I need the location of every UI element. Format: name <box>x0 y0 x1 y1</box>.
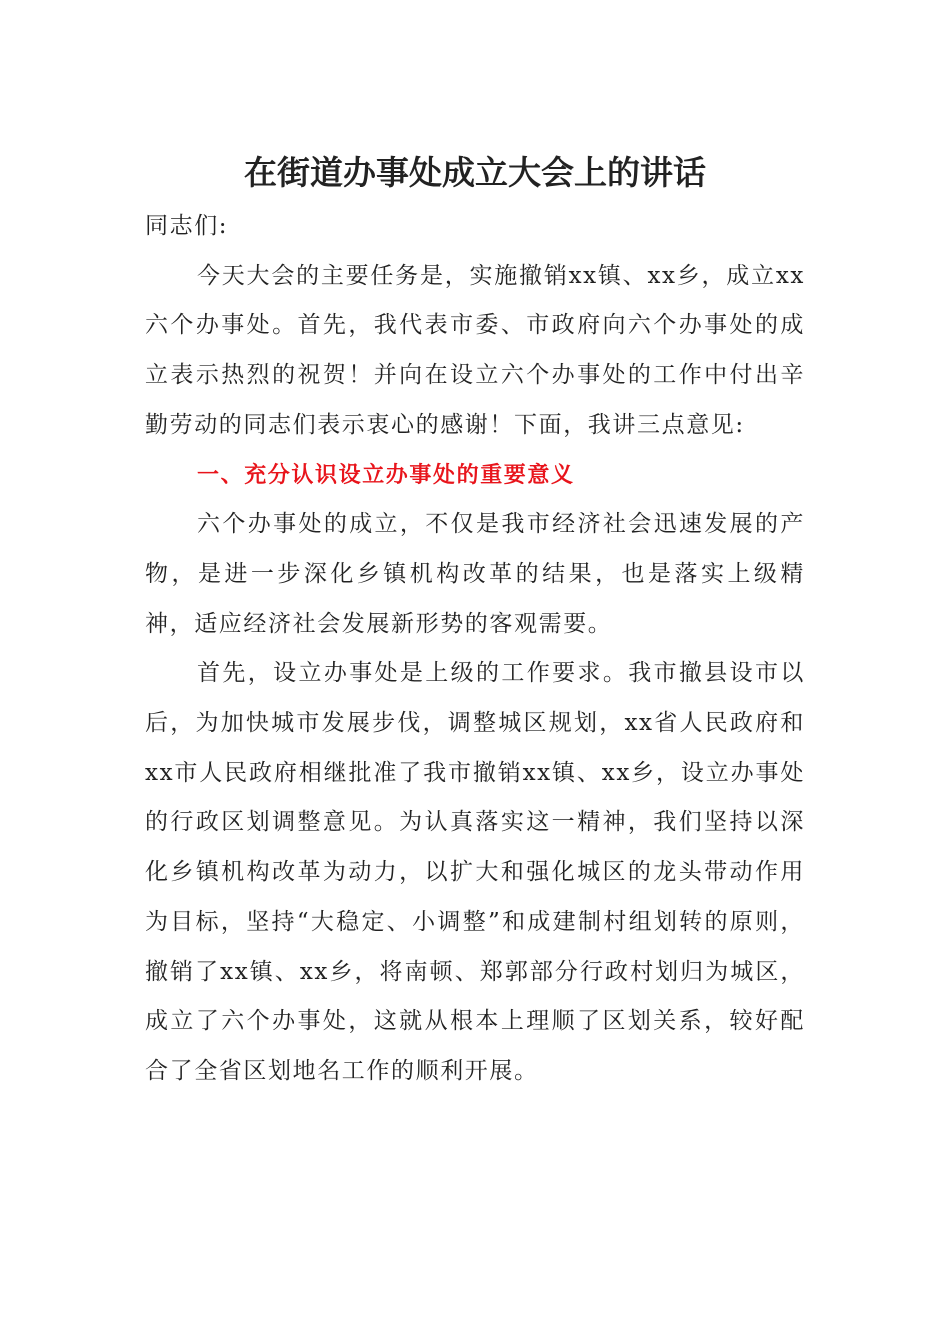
paragraph-requirement: 首先，设立办事处是上级的工作要求。我市撤县设市以后，为加快城市发展步伐，调整城区规划，xx省人民政府和xx市人民政府相继批准了我市撤销xx镇、xx乡，设立办事处的行政区划调整意见。为认真落实这一精神，我们坚持以深化乡镇机构改革为动力，以扩大和强化城区的龙头带动作用为目标，坚持“大稳定、小调整”和成建制村组划转的原则，撤销了xx镇、xx乡，将南顿、郑郭部分行政村划归为城区，成立了六个办事处，这就从根本上理顺了区划关系，较好配合了全省区划地名工作的顺利开展。 <box>145 660 805 1084</box>
section-heading-1: 一、充分认识设立办事处的重要意义 <box>197 462 575 488</box>
paragraph-intro: 今天大会的主要任务是，实施撤销xx镇、xx乡，成立xx六个办事处。首先，我代表市委、市政府向六个办事处的成立表示热烈的祝贺！并向在设立六个办事处的工作中付出辛勤劳动的同志们表示衷心的感谢！下面，我讲三点意见: <box>145 262 805 438</box>
document-body <box>145 202 805 1097</box>
salutation: 同志们: <box>145 213 229 239</box>
paragraph-significance: 六个办事处的成立，不仅是我市经济社会迅速发展的产物，是进一步深化乡镇机构改革的结果，也是落实上级精神，适应经济社会发展新形势的客观需要。 <box>145 511 805 637</box>
document-title: 在街道办事处成立大会上的讲话 <box>244 153 706 192</box>
